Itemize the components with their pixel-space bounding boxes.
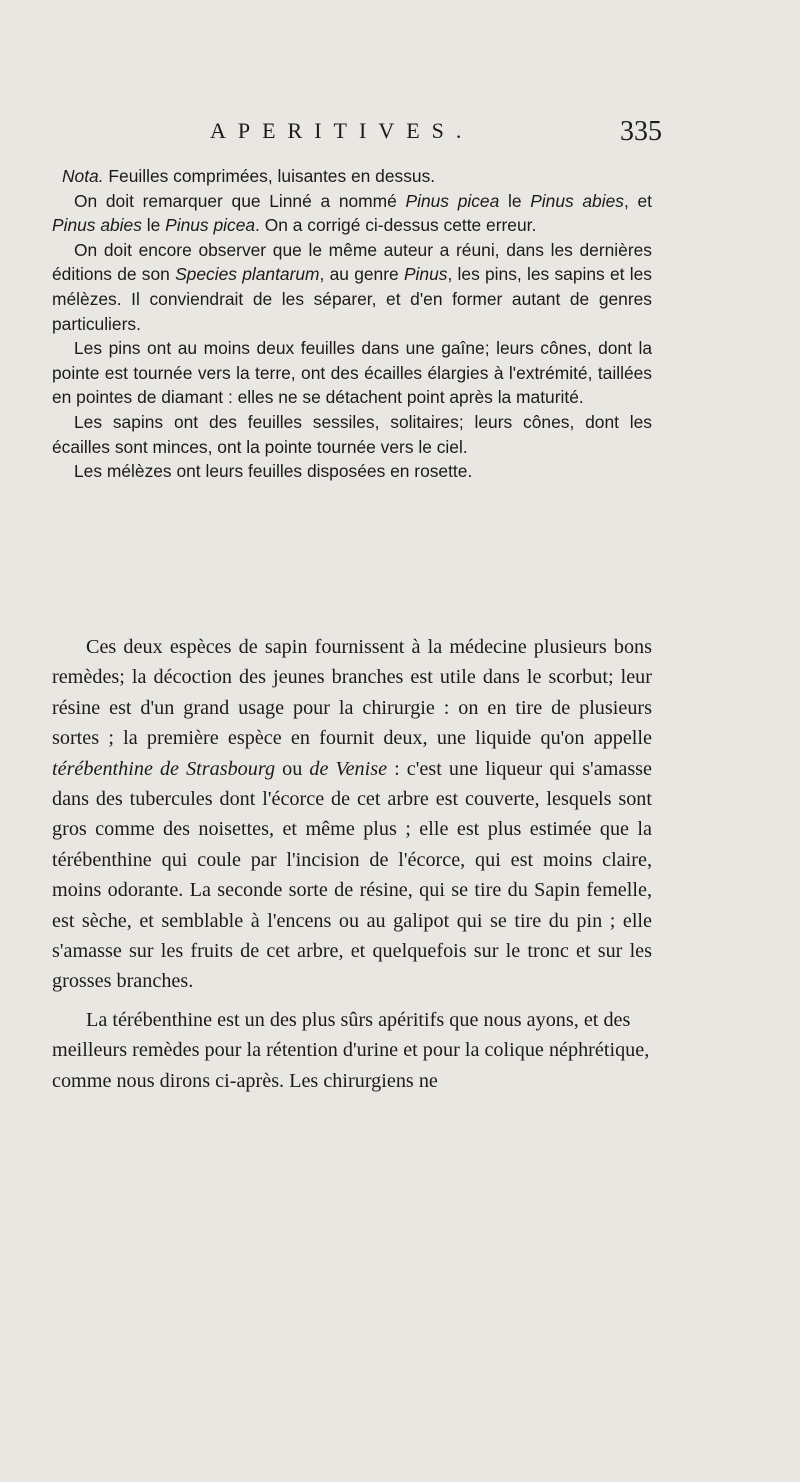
page-header bbox=[60, 118, 660, 154]
running-title: APERITIVES. bbox=[210, 118, 474, 143]
note-paragraph: On doit remarquer que Linné a nommé Pinus picea le Pinus abies, et Pinus abies le Pinus picea. On a corrigé ci-dessus cette erreur. bbox=[52, 190, 652, 236]
main-text bbox=[52, 632, 652, 1096]
body-paragraph: La térébenthine est un des plus sûrs apéritifs que nous ayons, et des meilleurs remèdes pour la rétention d'urine et pour la colique néphrétique, comme nous dirons ci-après. Les chirurgiens ne bbox=[52, 1008, 650, 1092]
botanical-notes bbox=[52, 164, 652, 484]
note-paragraph: Les sapins ont des feuilles sessiles, solitaires; leurs cônes, dont les écailles sont minces, ont la pointe tournée vers le ciel. bbox=[52, 411, 652, 457]
note-label: Nota. bbox=[62, 166, 104, 186]
note-paragraph: Les pins ont au moins deux feuilles dans une gaîne; leurs cônes, dont la pointe est tournée vers la terre, ont des écailles élargies à l'extrémité, taillées en pointes de diamant : elles ne se détachent point après la maturité. bbox=[52, 338, 652, 408]
page-number: 335 bbox=[620, 116, 662, 147]
note-paragraph: On doit encore observer que le même auteur a réuni, dans les dernières éditions de son Species plantarum, au genre Pinus, les pins, les sapins et les mélèzes. Il conviendrait de les séparer, et d'en former autant de genres particuliers. bbox=[52, 239, 652, 334]
note-paragraph: Nota. Feuilles comprimées, luisantes en dessus. bbox=[62, 166, 436, 186]
note-paragraph: Les mélèzes ont leurs feuilles disposées en rosette. bbox=[74, 461, 473, 482]
body-paragraph: Ces deux espèces de sapin fournissent à la médecine plusieurs bons remèdes; la décoction des jeunes branches est utile dans le scorbut; leur résine est d'un grand usage pour la chirurgie : on en tire de plusieurs sortes ; la première espèce en fournit deux, une liquide qu'on appelle térébenthine de Strasbourg ou de Venise : c'est une liqueur qui s'amasse dans des tubercules dont l'écorce de cet arbre est couverte, lesquels sont gros comme des noisettes, et même plus ; elle est plus estimée que la térébenthine qui coule par l'incision de l'écorce, qui est moins claire, moins odorante. La seconde sorte de résine, qui se tire du Sapin femelle, est sèche, et semblable à l'encens ou au galipot qui se tire du pin ; elle s'amasse sur les fruits de cet arbre, et quelquefois sur le tronc et sur les grosses branches. bbox=[52, 636, 652, 993]
